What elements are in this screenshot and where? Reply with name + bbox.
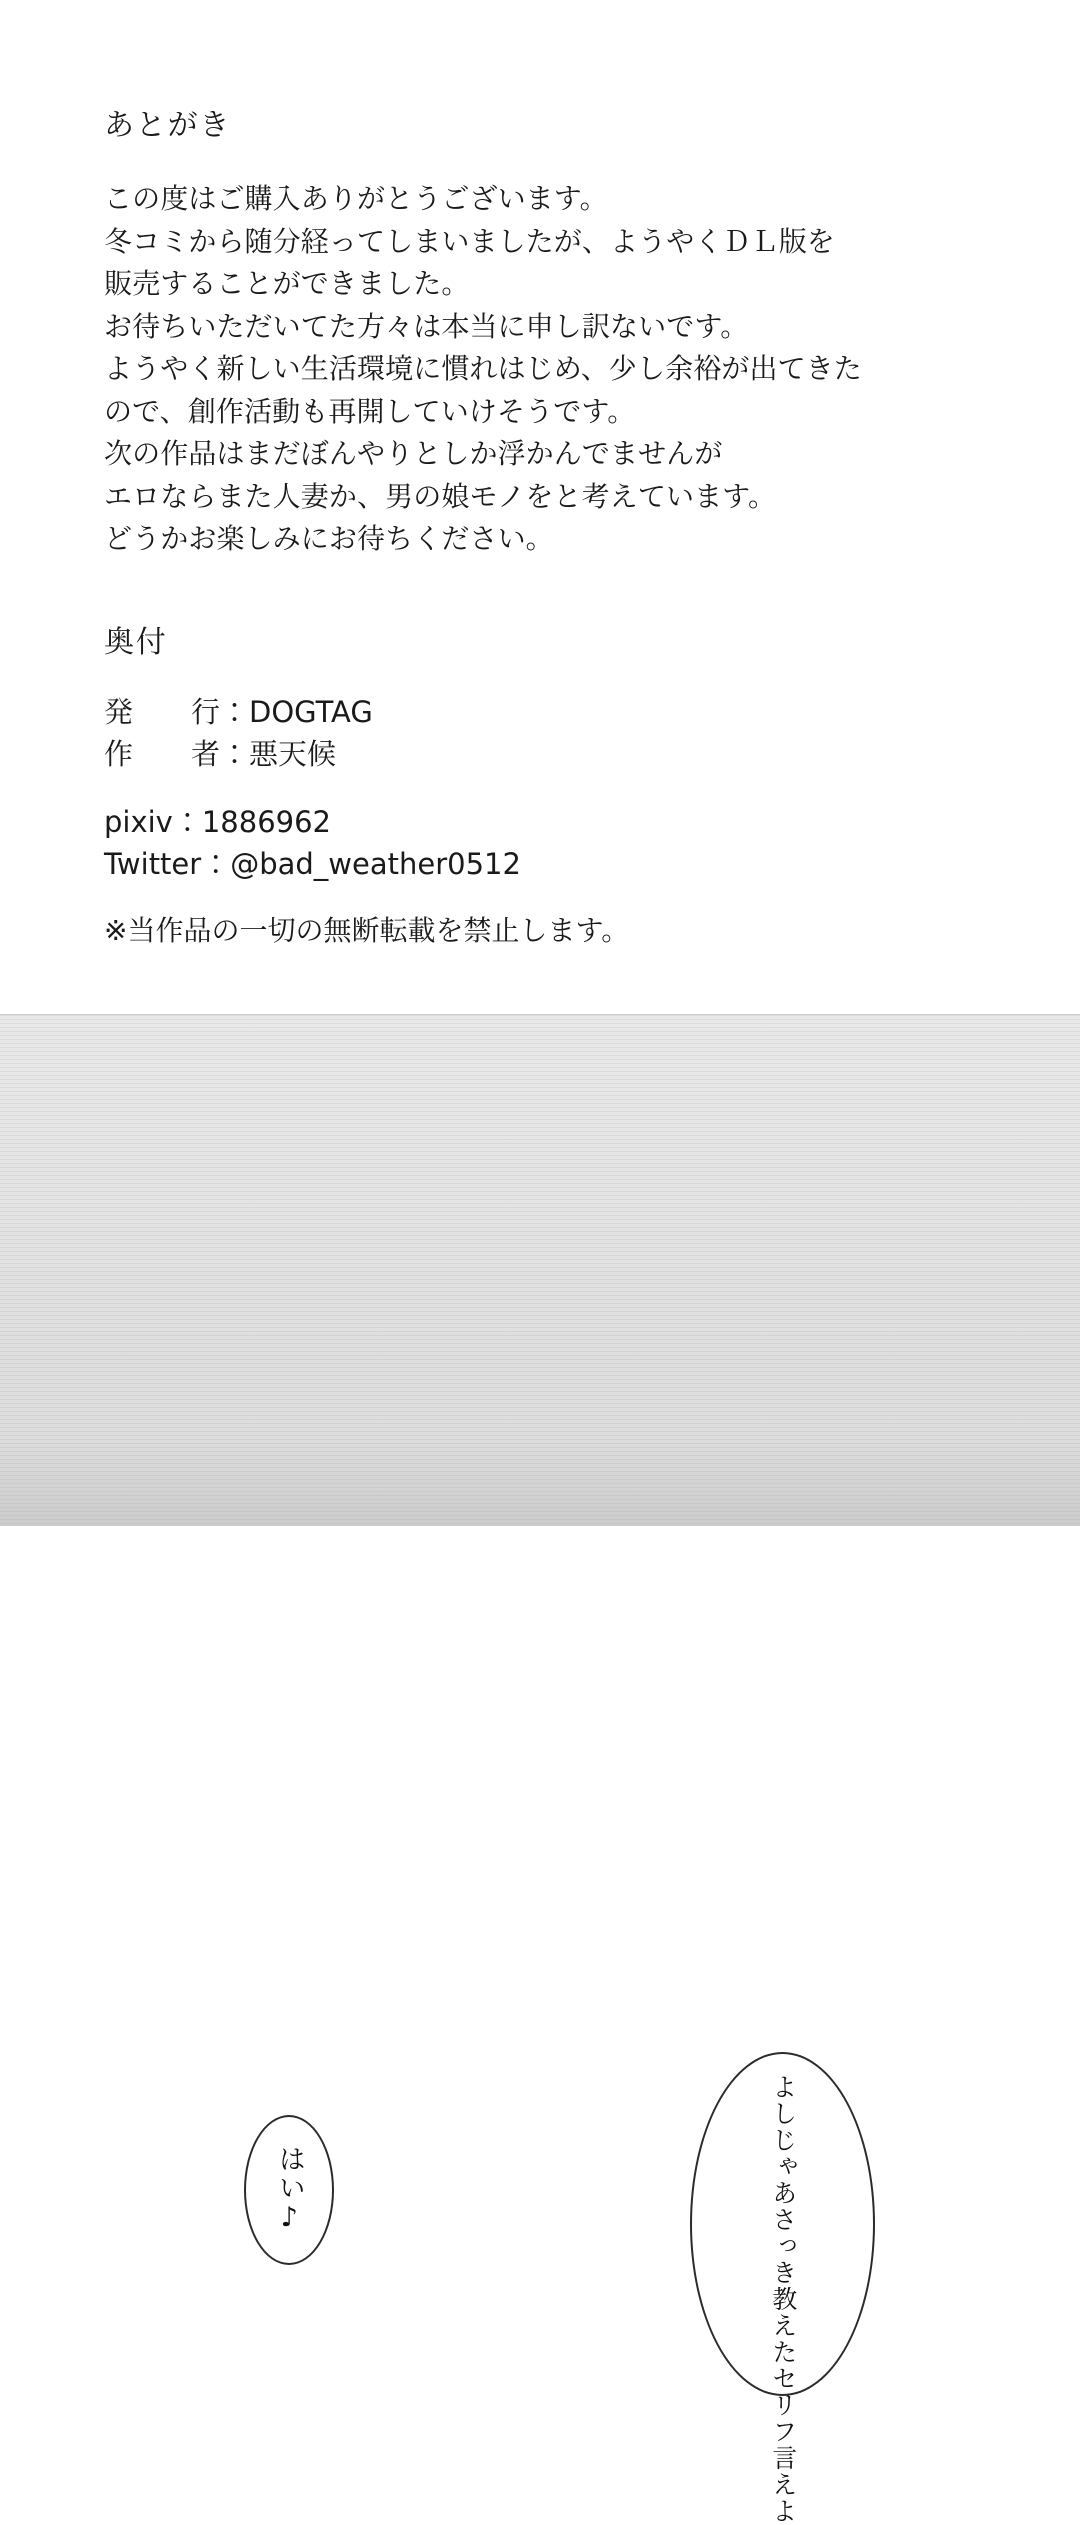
- twitter-line: Twitter：@bad_weather0512: [104, 847, 521, 882]
- afterword-line: ようやく新しい生活環境に慣れはじめ、少し余裕が出てきた: [104, 352, 862, 386]
- afterword-line: ので、創作活動も再開していけそうです。: [104, 394, 636, 428]
- publisher-line: 発 行：DOGTAG: [104, 695, 373, 729]
- illustration-panel: [0, 1014, 1080, 2525]
- afterword-line: エロならまた人妻か、男の娘モノをと考えています。: [104, 479, 777, 513]
- afterword-line: この度はご購入ありがとうございます。: [104, 182, 608, 215]
- afterword-line: お待ちいただいてた方々は本当に申し訳ないです。: [104, 309, 749, 343]
- author-line: 作 者：悪天候: [104, 737, 337, 772]
- afterword-line: 冬コミから随分経ってしまいましたが、ようやくＤＬ版を: [104, 224, 835, 258]
- speech-balloon-small-text: はい♪: [273, 2145, 305, 2235]
- colophon-heading: 奥付: [104, 625, 168, 660]
- colophon-credits: [104, 691, 984, 775]
- colophon-contacts: [104, 801, 984, 885]
- afterword-line: 次の作品はまだぼんやりとしか浮かんでませんが: [104, 437, 723, 471]
- reprint-notice: ※当作品の一切の無断転載を禁止します。: [104, 914, 630, 948]
- afterword-body: [104, 178, 984, 561]
- pixiv-line: pixiv：1886962: [104, 805, 332, 840]
- afterword-line: どうかお楽しみにお待ちください。: [104, 522, 554, 556]
- colophon-section: [104, 625, 984, 952]
- speech-balloon-small: [244, 2115, 334, 2265]
- afterword-heading: あとがき: [104, 108, 232, 143]
- speech-balloon-large-text: よしじゃあさっき教えたセリフ言えよ: [768, 2074, 798, 2525]
- afterword-section: [104, 108, 984, 561]
- speech-balloon-large: [690, 2052, 875, 2525]
- afterword-line: 販売することができました。: [104, 267, 470, 301]
